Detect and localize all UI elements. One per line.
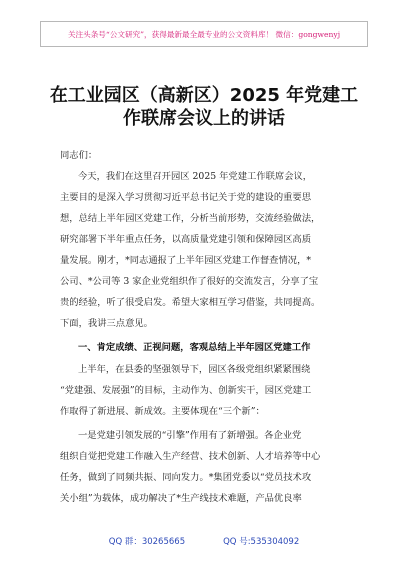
paragraph-line: 组织自觉把党建工作融入生产经营、技术创新、人才培养等中心 bbox=[60, 451, 321, 462]
contact-footer bbox=[0, 535, 408, 547]
promo-banner-text: 关注头条号“公文研究”，获得最新最全最专业的公文资料库！ 微信：gongwenyj bbox=[67, 29, 341, 39]
paragraph-line: 贵的经验，听了很受启发。希望大家相互学习借鉴，共同提高。 bbox=[60, 297, 321, 308]
paragraph-line: 今天，我们在这里召开园区 2025 年党建工作联席会议， bbox=[78, 171, 313, 182]
qq-number: QQ 号:535304092 bbox=[223, 537, 300, 547]
document-title-line-2: 作联席会议上的讲话 bbox=[123, 108, 285, 129]
paragraph-line: 上半年，在县委的坚强领导下，园区各级党组织紧紧围绕 bbox=[78, 364, 311, 375]
paragraph-line: 想，总结上半年园区党建工作，分析当前形势，交流经验做法， bbox=[60, 213, 321, 224]
document-title-line-1: 在工业园区（高新区）2025 年党建工 bbox=[49, 85, 359, 106]
paragraph-line: 任务，做到了同频共振、同向发力。*集团党委以“党员技术攻 bbox=[60, 472, 312, 483]
paragraph-line: 研究部署下半年重点任务，以高质量党建引领和保障园区高质 bbox=[60, 234, 312, 245]
paragraph-line: “党建强、发展强”的目标，主动作为、创新实干，园区党建工 bbox=[60, 385, 312, 396]
section-heading: 一、肯定成绩、正视问题，客观总结上半年园区党建工作 bbox=[78, 342, 311, 353]
promo-banner bbox=[40, 21, 368, 47]
paragraph-line: 一是党建引领发展的“引擎”作用有了新增强。各企业党 bbox=[78, 430, 302, 441]
greeting: 同志们： bbox=[60, 150, 98, 161]
paragraph-line: 下面，我讲三点意见。 bbox=[60, 318, 153, 329]
paragraph-line: 关小组”为载体，成功解决了*生产线技术难题，产品优良率 bbox=[60, 493, 302, 504]
paragraph-line: 主要目的是深入学习贯彻习近平总书记关于党的建设的重要思 bbox=[60, 192, 312, 203]
paragraph-line: 量发展。刚才，*同志通报了上半年园区党建工作督查情况，* bbox=[60, 255, 312, 266]
paragraph-line: 作取得了新进展、新成效。主要体现在“三个新”： bbox=[60, 406, 265, 417]
qq-group-number: QQ 群：30265665 bbox=[108, 537, 186, 547]
paragraph-line: 公司、*公司等 3 家企业党组织作了很好的交流发言，分享了宝 bbox=[60, 276, 319, 287]
